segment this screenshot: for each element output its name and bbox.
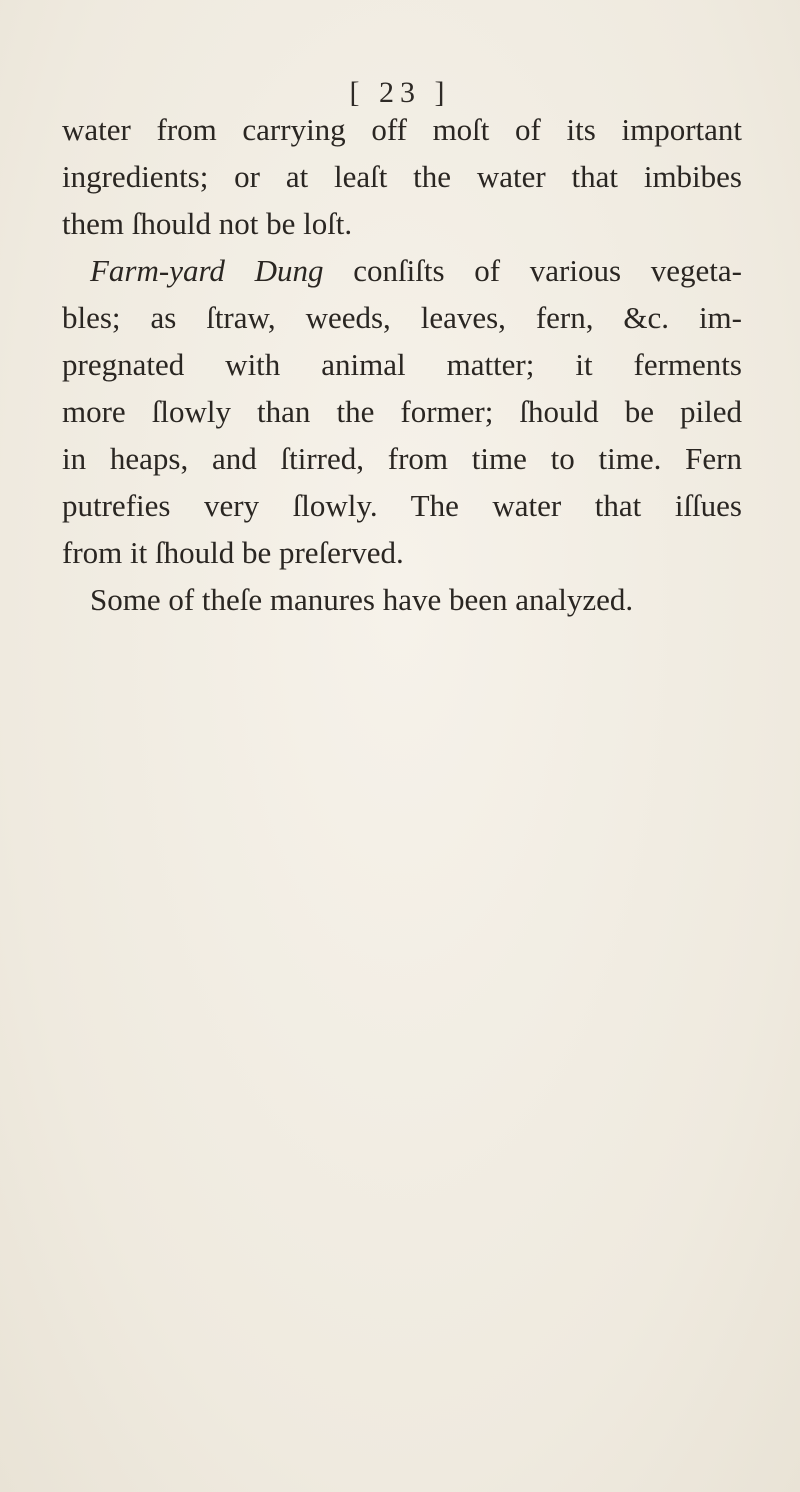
- paragraph-first-line: [62, 247, 742, 294]
- term-farm-yard-dung: Farm-yard Dung: [90, 253, 324, 288]
- text-line: Some of theſe manures have been analyzed.: [90, 582, 634, 617]
- text-line: them ſhould not be loſt.: [62, 206, 353, 241]
- text-fragment: conſiſts of various vegeta-: [323, 253, 742, 288]
- page-number: [ 23 ]: [349, 76, 451, 109]
- text-line: ingredients; or at leaſt the water that imbibes: [62, 159, 742, 194]
- text-line: more ſlowly than the former; ſhould be piled: [62, 394, 742, 429]
- text-line: from it ſhould be preſerved.: [62, 535, 404, 570]
- text-line: putrefies very ſlowly. The water that iſſues: [62, 488, 742, 523]
- text-line: in heaps, and ſtirred, from time to time. Fern: [62, 441, 742, 476]
- text-line: pregnated with animal matter; it ferments: [62, 347, 742, 382]
- body-text: [62, 106, 742, 623]
- text-line: water from carrying off moſt of its important: [62, 112, 742, 147]
- text-line: bles; as ſtraw, weeds, leaves, fern, &c. im-: [62, 300, 742, 335]
